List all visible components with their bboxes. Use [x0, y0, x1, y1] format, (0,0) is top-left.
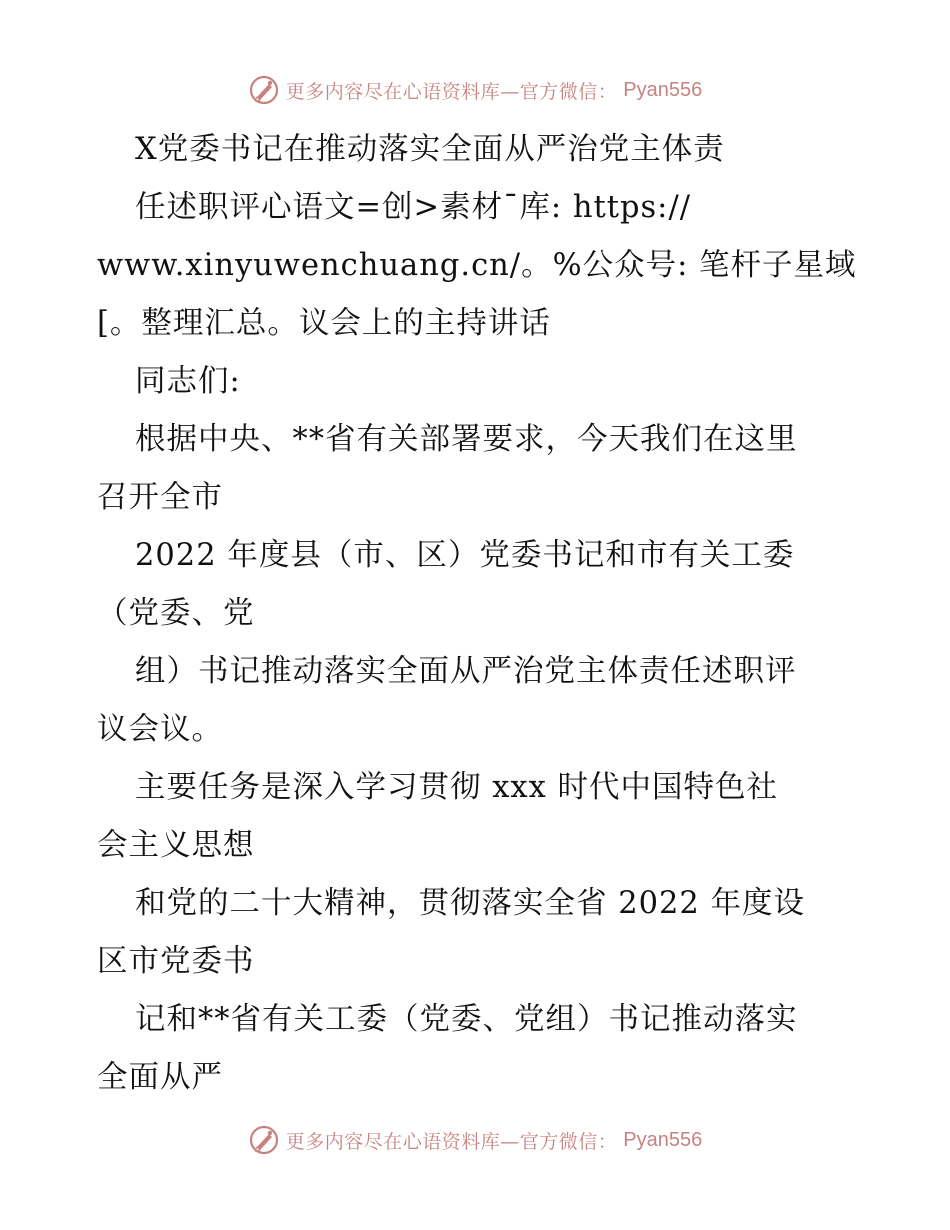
text-line: 区市党委书 — [97, 944, 255, 979]
text-line: 组）书记推动落实全面从严治党主体责任述职评 — [135, 654, 797, 689]
text-line: 和党的二十大精神，贯彻落实全省 2022 年度设 — [135, 886, 806, 921]
text-line: 同志们: — [135, 364, 241, 399]
pen-logo-icon — [248, 74, 280, 106]
text-line: 主要任务是深入学习贯彻 xxx 时代中国特色社 — [135, 770, 778, 805]
footer-watermark — [0, 1122, 950, 1158]
watermark-wechat-id: Pyan556 — [623, 1128, 703, 1151]
text-line: 2022 年度县（市、区）党委书记和市有关工委 — [135, 538, 795, 573]
text-line: 议会议。 — [97, 712, 223, 747]
text-line: 全面从严 — [97, 1060, 223, 1095]
text-line: 记和**省有关工委（党委、党组）书记推动落实 — [135, 1002, 798, 1037]
text-line: 会主义思想 — [97, 828, 255, 863]
header-watermark — [0, 72, 950, 108]
document-body — [97, 121, 857, 1107]
text-line: X党委书记在推动落实全面从严治党主体责 — [135, 132, 725, 167]
text-line: [。整理汇总。议会上的主持讲话 — [97, 306, 551, 341]
watermark-wechat-id: Pyan556 — [623, 78, 703, 101]
text-line: www.xinyuwenchuang.cn/。%公众号: 笔杆子星域 — [97, 248, 857, 283]
watermark-text: 更多内容尽在心语资料库—官方微信： — [285, 80, 618, 103]
text-line: 根据中央、**省有关部署要求，今天我们在这里 — [135, 422, 798, 457]
watermark-text: 更多内容尽在心语资料库—官方微信： — [285, 1130, 618, 1153]
text-line: 召开全市 — [97, 480, 223, 515]
text-line: 任述职评心语文=创>素材¯库: https:// — [135, 190, 691, 225]
text-line: （党委、党 — [97, 596, 255, 631]
pen-logo-icon — [248, 1124, 280, 1156]
